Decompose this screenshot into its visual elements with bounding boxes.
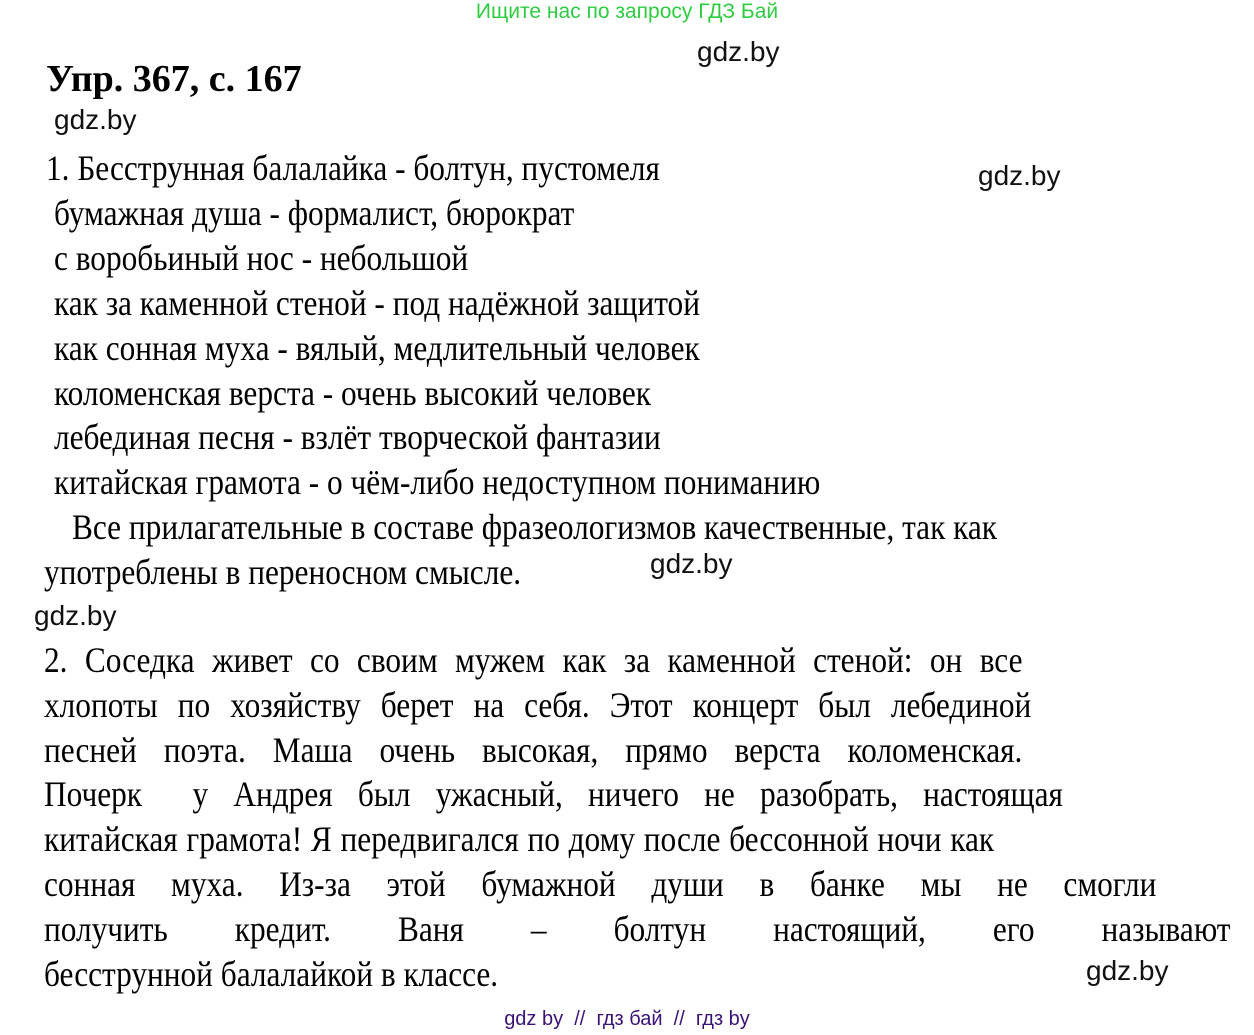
line-text: 2. Соседка живет со своим мужем как за каменной стеной: он все [44, 640, 1023, 680]
phrase-line-3: с воробьиный нос - небольшой [54, 238, 469, 278]
watermark: gdz.by [650, 548, 733, 579]
line-text: сонная муха. Из-за этой бумажной души в банке мы не смогли [44, 863, 1157, 904]
line-text: получить кредит. Ваня – болтун настоящий, его называют [44, 908, 1231, 949]
watermark: gdz.by [978, 160, 1061, 191]
line-text: бесструнной балалайкой в классе. [44, 953, 499, 994]
paragraph-line [44, 907, 1231, 952]
search-banner: Ищите нас по запросу ГДЗ Бай [475, 0, 779, 23]
exercise-title: Упр. 367, с. 167 [46, 58, 302, 100]
conclusion-line-1: Все прилагательные в составе фразеологизмов качественные, так как [72, 507, 997, 547]
phrase-line-2: бумажная душа - формалист, бюрократ [54, 193, 575, 233]
line-text: песней поэта. Маша очень высокая, прямо верста коломенская. [44, 729, 1023, 770]
footer-links: gdz by // гдз бай // гдз by [504, 1008, 750, 1030]
paragraph-line [44, 638, 1224, 683]
paragraph-line [44, 728, 1224, 773]
example-sentences-paragraph [44, 638, 1231, 996]
phrase-line-1: 1. Бесструнная балалайка - болтун, пустомеля [46, 148, 660, 188]
paragraph-line [44, 817, 1224, 862]
line-text: хлопоты по хозяйству берет на себя. Этот концерт был лебединой [44, 684, 1032, 725]
watermark: gdz.by [697, 36, 780, 67]
line-text: китайская грамота! Я передвигался по дому после бессонной ночи как [44, 819, 995, 860]
phrase-line-5: как сонная муха - вялый, медлительный человек [54, 328, 700, 368]
watermark: gdz.by [34, 600, 117, 631]
watermark: gdz.by [1086, 955, 1169, 986]
phrase-line-7: лебединая песня - взлёт творческой фантазии [54, 417, 661, 457]
phrase-line-8: китайская грамота - о чём-либо недоступном пониманию [54, 462, 821, 502]
phrase-line-4: как за каменной стеной - под надёжной защитой [54, 283, 700, 323]
conclusion-line-2: употреблены в переносном смысле. [44, 552, 522, 592]
paragraph-line [44, 952, 1224, 997]
paragraph-line [44, 772, 1224, 817]
phrase-line-6: коломенская верста - очень высокий человек [54, 373, 651, 413]
watermark: gdz.by [54, 104, 137, 135]
paragraph-line [44, 683, 1224, 728]
paragraph-line [44, 862, 1224, 907]
line-text: Почерк у Андрея был ужасный, ничего не разобрать, настоящая [44, 774, 1063, 815]
